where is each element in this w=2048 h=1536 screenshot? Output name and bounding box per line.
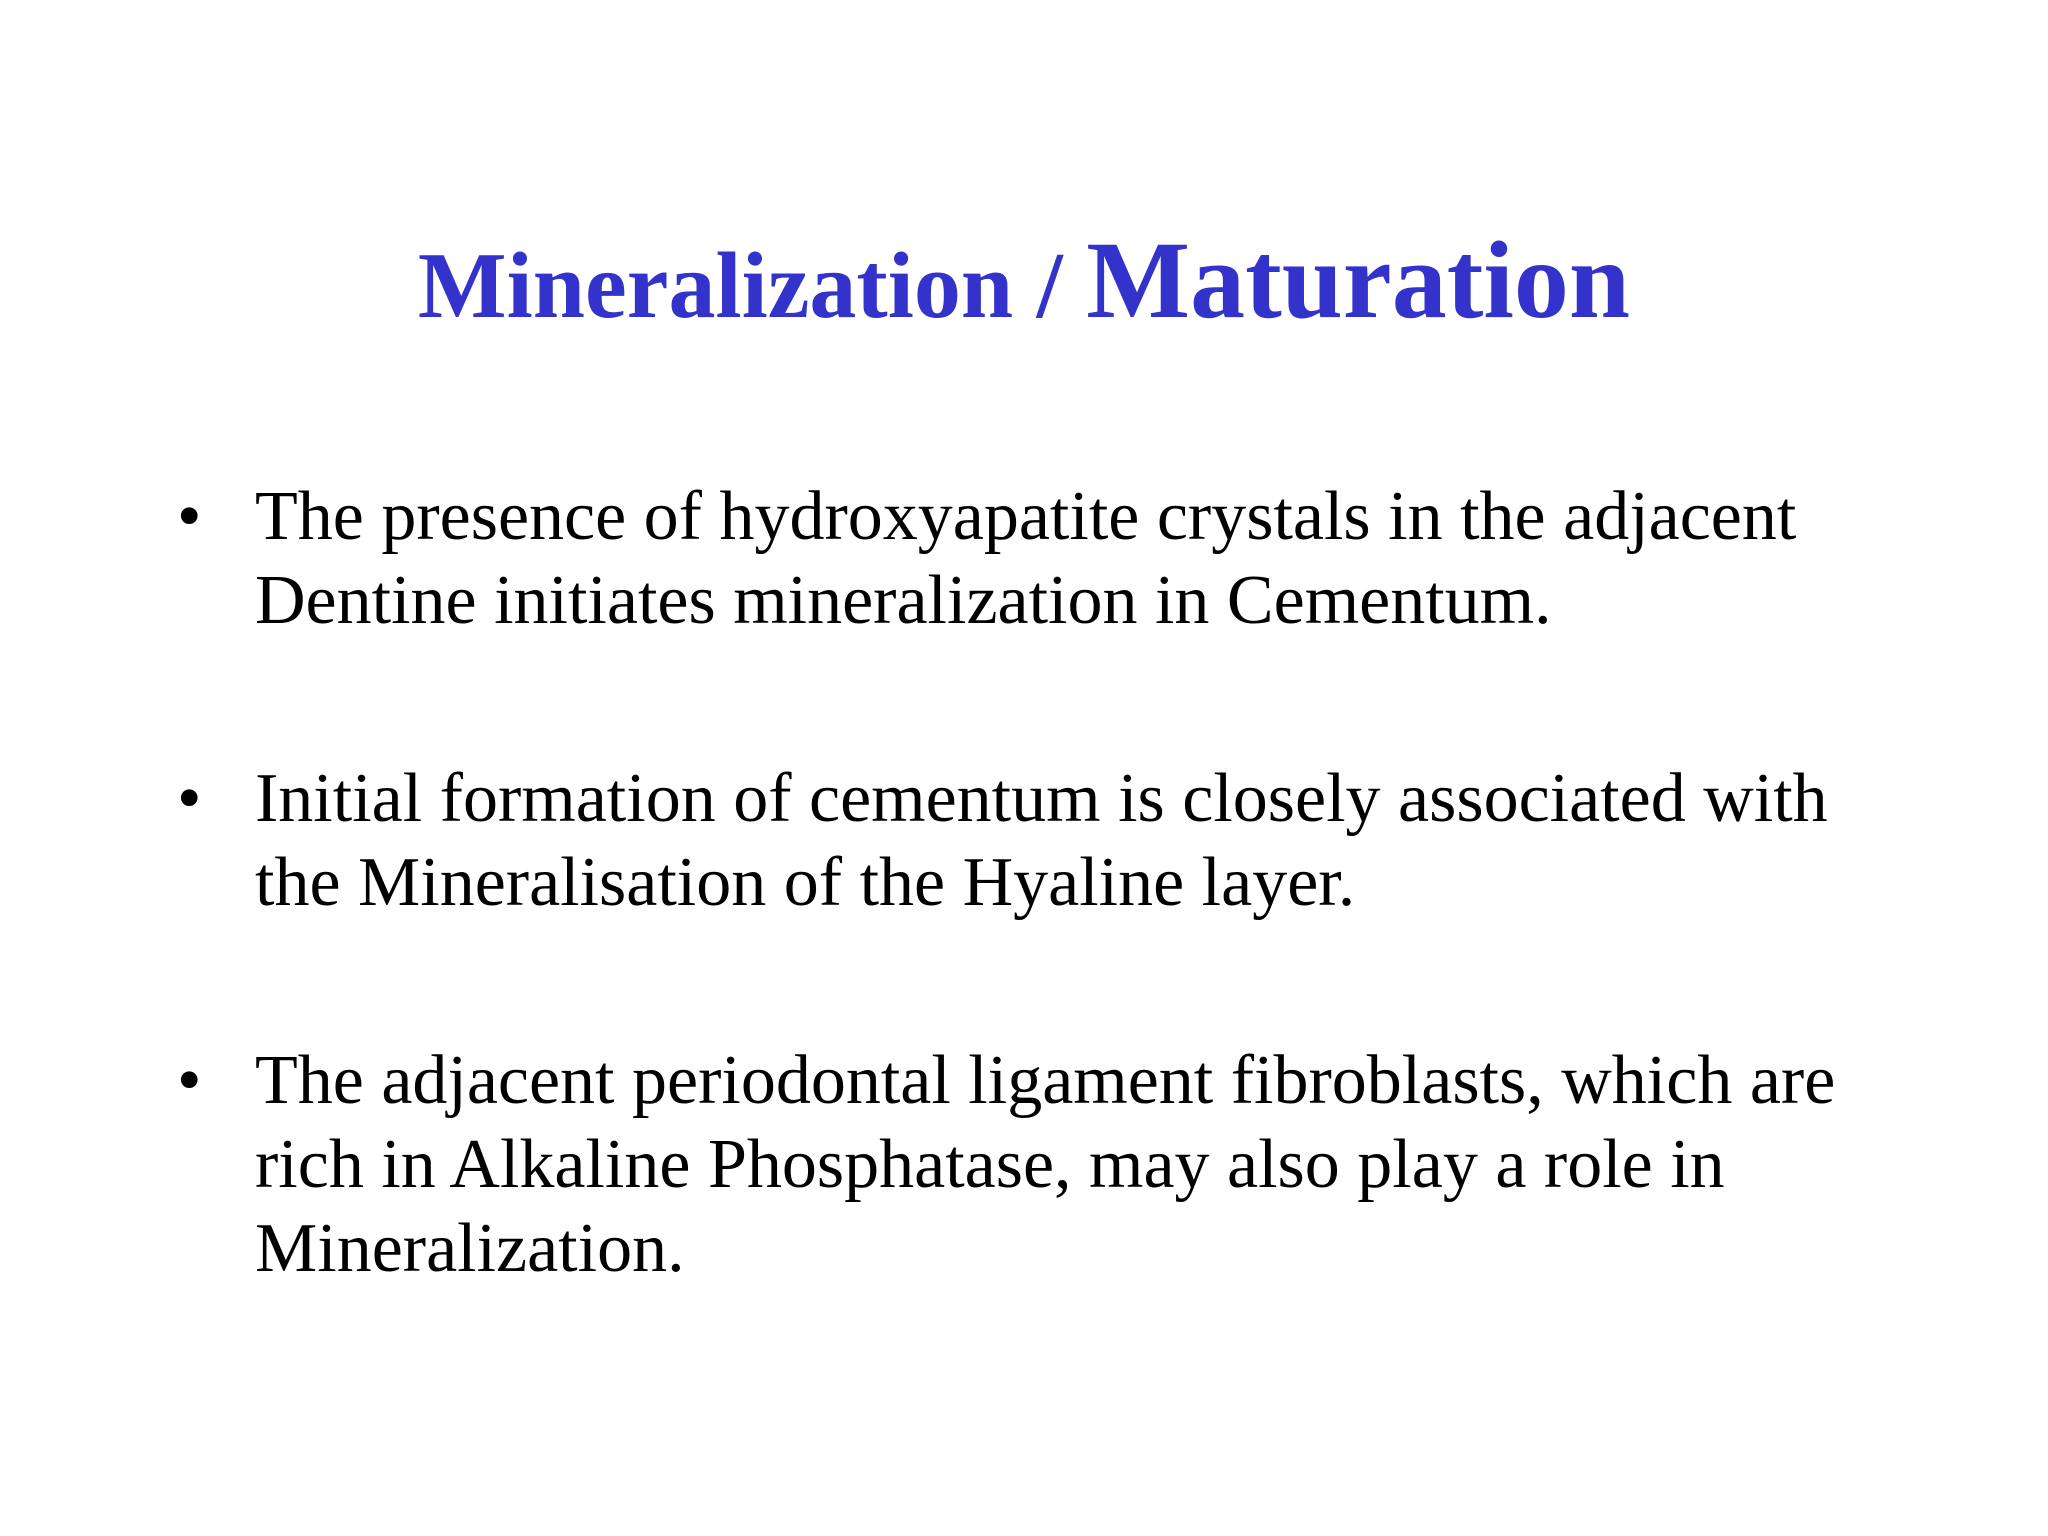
bullet-text [255, 757, 1895, 925]
bullet-icon: • [177, 760, 202, 837]
bullet-line: Dentine initiates mineralization in Cementum. [255, 562, 1552, 639]
bullet-line: Mineralization. [255, 1210, 685, 1287]
bullet-line: Initial formation of cementum is closely associated with [255, 760, 1828, 837]
bullet-line: The presence of hydroxyapatite crystals in the adjacent [255, 478, 1797, 555]
bullet-icon: • [177, 1042, 202, 1119]
slide-title-part1: Mineralization / [417, 234, 1087, 338]
bullet-text [255, 1039, 1895, 1291]
bullet-text [255, 475, 1895, 643]
bullet-line: the Mineralisation of the Hyaline layer. [255, 844, 1356, 921]
bullet-line: The adjacent periodontal ligament fibroblasts, which are [255, 1042, 1836, 1119]
slide-title-part2: Maturation [1086, 219, 1631, 341]
bullet-icon: • [177, 478, 202, 555]
bullet-line: rich in Alkaline Phosphatase, may also play a role in [255, 1126, 1725, 1203]
